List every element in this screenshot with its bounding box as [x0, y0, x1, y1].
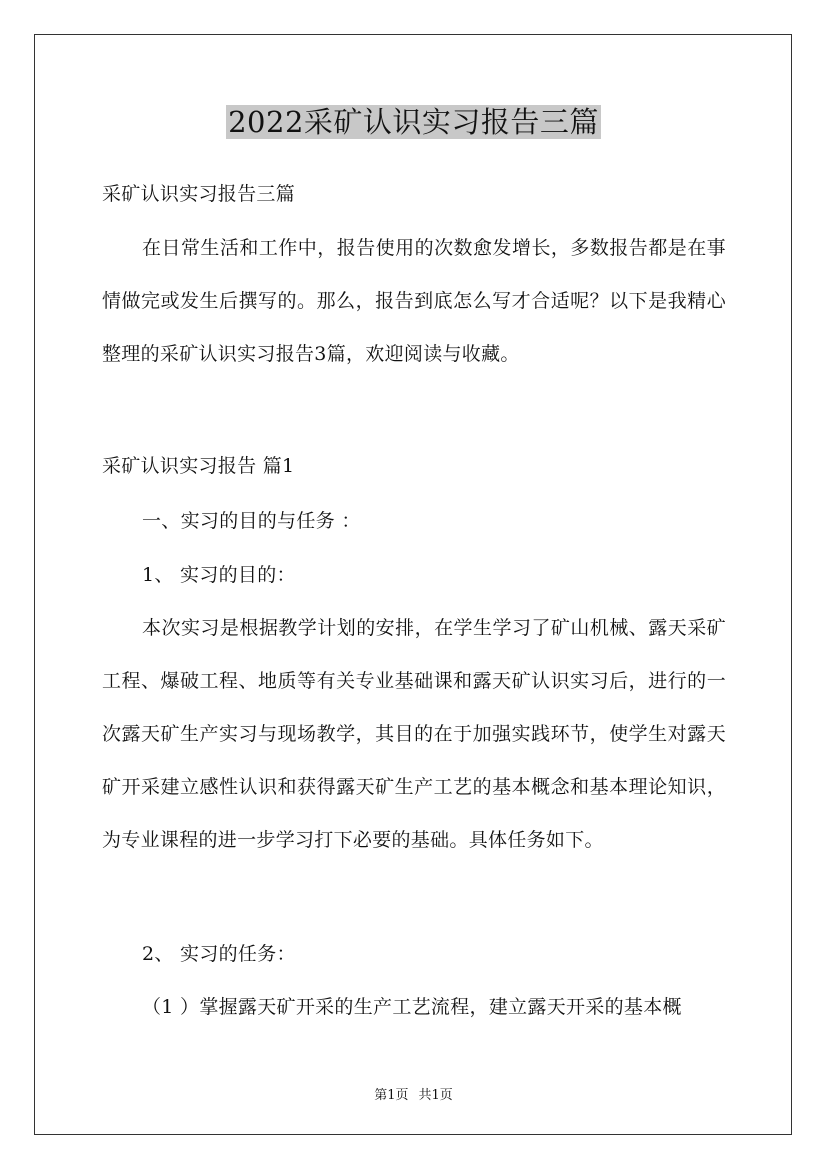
page-footer	[0, 1084, 827, 1103]
intro-paragraph: 在日常生活和工作中，报告使用的次数愈发增长，多数报告都是在事情做完或发生后撰写的。那么，报告到底怎么写才合适呢？以下是我精心整理的采矿认识实习报告3篇，欢迎阅读与收藏。	[102, 237, 726, 365]
item-purpose: 1、 实习的目的：	[142, 564, 296, 586]
purpose-paragraph: 本次实习是根据教学计划的安排，在学生学习了矿山机械、露天采矿工程、爆破工程、地质等有关专业基础课和露天矿认识实习后，进行的一次露天矿生产实习与现场教学，其目的在于加强实践环节，使学生对露天矿开采建立感性认识和获得露天矿生产工艺的基本概念和基本理论知识，为专业课程的进一步学习打下必要的基础。具体任务如下。	[102, 617, 726, 851]
page-total: 共1页	[418, 1088, 453, 1103]
item-tasks: 2、 实习的任务：	[142, 943, 296, 965]
document-subtitle: 采矿认识实习报告三篇	[102, 183, 296, 205]
task-paragraph: （1 ）掌握露天矿开采的生产工艺流程，建立露天开采的基本概	[142, 996, 682, 1018]
heading-purpose-and-tasks: 一、实习的目的与任务 ：	[142, 510, 361, 532]
section-heading: 采矿认识实习报告 篇1	[102, 455, 295, 477]
page-number: 第1页	[374, 1088, 409, 1103]
document-title	[0, 100, 827, 144]
document-title-text: 2022采矿认识实习报告三篇	[228, 105, 599, 139]
